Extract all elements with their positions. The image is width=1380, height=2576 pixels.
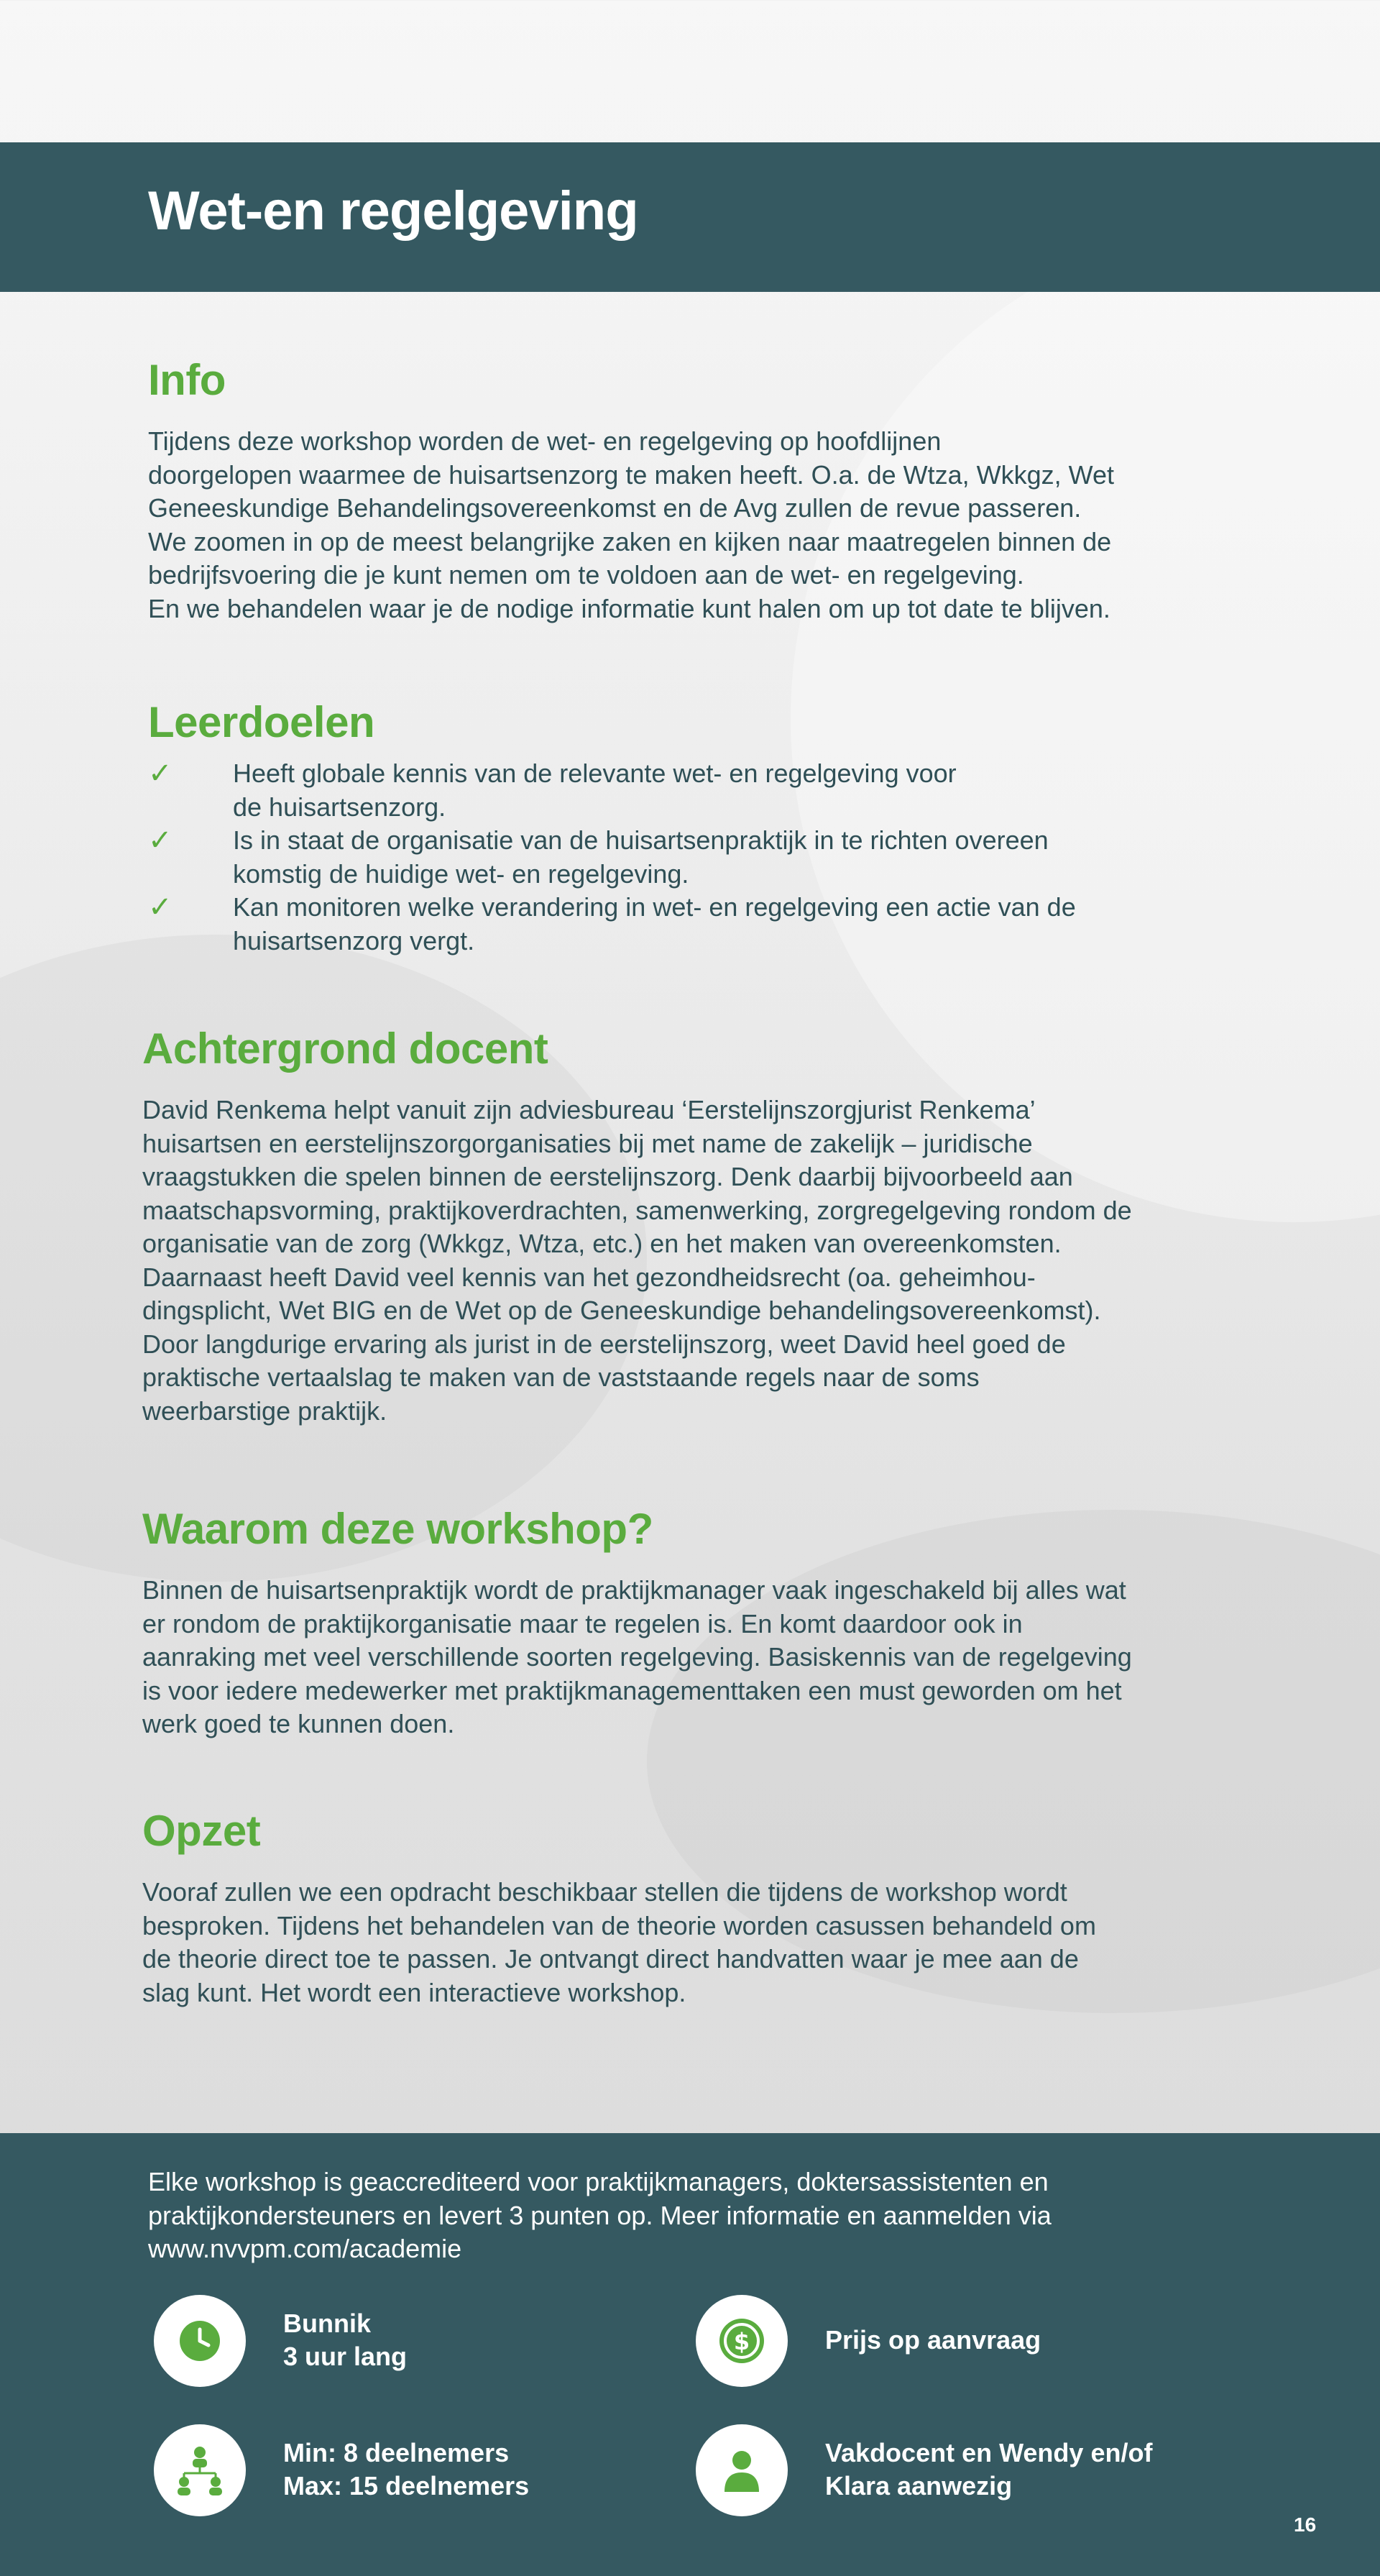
- dollar-coin-icon: [696, 2295, 788, 2387]
- docent-section: [142, 1024, 1220, 1428]
- leerdoelen-heading: Leerdoelen: [148, 698, 375, 746]
- group-size-item: [154, 2424, 657, 2518]
- info-heading: Info: [148, 356, 226, 404]
- info-section: [148, 355, 1226, 625]
- list-item: [148, 824, 1226, 891]
- page-title: Wet-en regelgeving: [148, 180, 638, 242]
- teacher-item: [696, 2424, 1199, 2518]
- teacher-label: Vakdocent en Wendy en/of Klara aanwezig: [825, 2438, 1153, 2501]
- list-item: [148, 757, 1226, 824]
- docent-body: David Renkema helpt vanuit zijn adviesbureau ‘Eerstelijnszorgjurist Renkema’ huisartsen en eerstelijnszorgorganisaties bij met name de zakelijk – juridische vraagstukken die spelen binnen de eerstelijnszorg. Denk daarbij bijvoorbeeld aan maatschapsvorming, praktijkoverdrachten, samenwerking, zorgregelgeving rondom de organisatie van de zorg (Wkkgz, Wtza, etc.) en het maken van overeenkomsten. Daarnaast heeft David veel kennis van het gezondheidsrecht (oa. geheimhou- dingsplicht, Wet BIG en de Wet op de Geneeskundige behandelingsovereenkomst). Door langdurige ervaring als jurist in de eerstelijnszorg, weet David heel goed de praktische vertaalslag te maken van de vaststaande regels naar de soms weerbarstige praktijk.: [142, 1095, 1132, 1426]
- location-duration-item: [154, 2295, 657, 2388]
- goal-list: [148, 757, 1226, 958]
- goal-text: Kan monitoren welke verandering in wet- en regelgeving een actie van de huisartsenzorg vergt.: [233, 892, 1076, 955]
- checkmark-icon: ✓: [148, 891, 172, 923]
- leerdoelen-section: [148, 697, 1226, 958]
- goal-text: Is in staat de organisatie van de huisartsenpraktijk in te richten overeen komstig de huidige wet- en regelgeving.: [233, 825, 1049, 889]
- accreditation-text: Elke workshop is geaccrediteerd voor praktijkmanagers, doktersassistenten en praktijkondersteuners en levert 3 punten op. Meer informatie en aanmelden via www.nvvpm.com/academie: [148, 2167, 1052, 2263]
- goal-text: Heeft globale kennis van de relevante wet- en regelgeving voor de huisartsenzorg.: [233, 758, 957, 822]
- price-item: [696, 2295, 1199, 2388]
- clock-icon: [154, 2295, 246, 2387]
- opzet-section: [142, 1806, 1220, 2009]
- price-label: Prijs op aanvraag: [825, 2325, 1041, 2355]
- page-number: 16: [1294, 2513, 1317, 2536]
- list-item: [148, 891, 1226, 958]
- svg-text:$: $: [733, 2328, 750, 2355]
- group-size-label: Min: 8 deelnemers Max: 15 deelnemers: [283, 2438, 530, 2501]
- waarom-body: Binnen de huisartsenpraktijk wordt de praktijkmanager vaak ingeschakeld bij alles wat er rondom de praktijkorganisatie maar te regelen is. En komt daardoor ook in aanraking met veel verschillende soorten regelgeving. Basiskennis van de regelgeving is voor iedere medewerker met praktijkmanagementtaken een must geworden om het werk goed te kunnen doen.: [142, 1575, 1132, 1738]
- group-icon: [154, 2424, 246, 2516]
- waarom-heading: Waarom deze workshop?: [142, 1505, 653, 1553]
- person-icon: [696, 2424, 788, 2516]
- opzet-heading: Opzet: [142, 1807, 261, 1855]
- waarom-section: [142, 1504, 1220, 1741]
- checkmark-icon: ✓: [148, 758, 172, 789]
- docent-heading: Achtergrond docent: [142, 1025, 548, 1073]
- opzet-body: Vooraf zullen we een opdracht beschikbaar stellen die tijdens de workshop wordt besproken. Tijdens het behandelen van de theorie worden casussen behandeld om de theorie direct toe te passen. Je ontvangt direct handvatten waar je mee aan de slag kunt. Het wordt een interactieve workshop.: [142, 1877, 1096, 2007]
- checkmark-icon: ✓: [148, 825, 172, 856]
- location-duration-label: Bunnik 3 uur lang: [283, 2309, 408, 2371]
- info-body: Tijdens deze workshop worden de wet- en regelgeving op hoofdlijnen doorgelopen waarmee de huisartsenzorg te maken heeft. O.a. de Wtza, Wkkgz, Wet Geneeskundige Behandelingsovereenkomst en de Avg zullen de revue passeren. We zoomen in op de meest belangrijke zaken en kijken naar maatregelen binnen de bedrijfsvoering die je kunt nemen om te voldoen aan de wet- en regelgeving. En we behandelen waar je de nodige informatie kunt halen om up tot date te blijven.: [148, 426, 1115, 623]
